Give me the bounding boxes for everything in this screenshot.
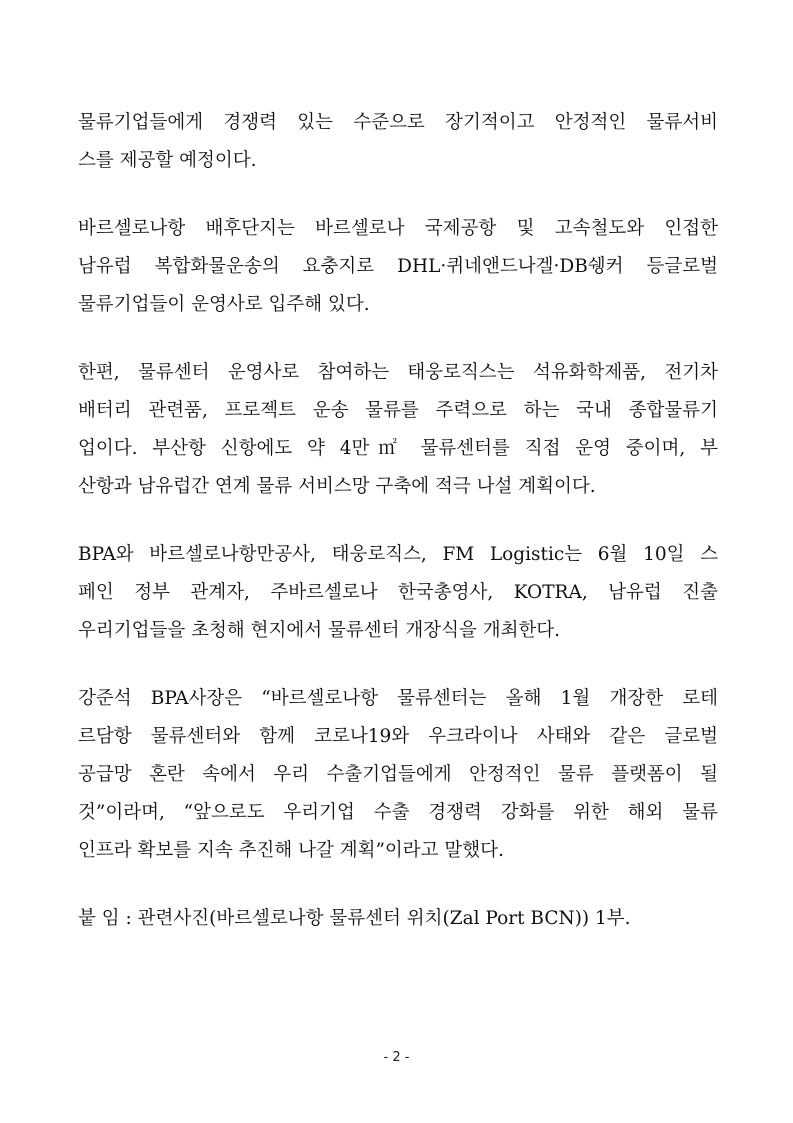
text-line: 물류기업들이 운영사로 입주해 있다.	[78, 294, 370, 315]
text-line: BPA와 바르셀로나항만공사, 태웅로직스, FM Logistic는 6월 10일 스	[78, 544, 718, 565]
page-number: - 2 -	[383, 1050, 410, 1065]
text-line: 업이다. 부산항 신항에도 약 4만㎡ 물류센터를 직접 운영 중이며, 부	[78, 438, 718, 459]
text-line: 우리기업들을 초청해 현지에서 물류센터 개장식을 개최한다.	[78, 620, 561, 641]
text-line: 페인 정부 관계자, 주바르셀로나 한국총영사, KOTRA, 남유럽 진출	[78, 582, 718, 603]
text-line: 남유럽 복합화물운송의 요충지로 DHL·퀴네앤드나겔·DB쉥커 등글로벌	[78, 256, 718, 277]
document-body	[78, 104, 718, 968]
paragraph-ceo-quote	[78, 680, 718, 870]
text-line: 강준석 BPA사장은 “바르셀로나항 물류센터는 올해 1월 개장한 로테	[78, 688, 718, 709]
text-line: 인프라 확보를 지속 추진해 나갈 계획”이라고 말했다.	[78, 840, 504, 861]
text-line: 한편, 물류센터 운영사로 참여하는 태웅로직스는 석유화학제품, 전기차	[78, 362, 718, 383]
attachment-note	[78, 900, 718, 938]
text-line: 산항과 남유럽간 연계 물류 서비스망 구축에 적극 나설 계획이다.	[78, 476, 596, 497]
text-line: 바르셀로나항 배후단지는 바르셀로나 국제공항 및 고속철도와 인접한	[78, 218, 718, 239]
text-line: 물류기업들에게 경쟁력 있는 수준으로 장기적이고 안정적인 물류서비	[78, 112, 718, 133]
paragraph-barcelona-hinterland	[78, 210, 718, 324]
paragraph-taewoong-logistics	[78, 354, 718, 506]
attachment-text: 붙 임 : 관련사진(바르셀로나항 물류센터 위치(Zal Port BCN)) 1부.	[78, 908, 631, 929]
paragraph-opening-ceremony	[78, 536, 718, 650]
text-line: 배터리 관련품, 프로젝트 운송 물류를 주력으로 하는 국내 종합물류기	[78, 400, 718, 421]
text-line: 스를 제공할 예정이다.	[78, 150, 257, 171]
text-line: 것”이라며, “앞으로도 우리기업 수출 경쟁력 강화를 위한 해외 물류	[78, 802, 718, 823]
text-line: 르담항 물류센터와 함께 코로나19와 우크라이나 사태와 같은 글로벌	[78, 726, 718, 747]
text-line: 공급망 혼란 속에서 우리 수출기업들에게 안정적인 물류 플랫폼이 될	[78, 764, 718, 785]
paragraph-service-plan	[78, 104, 718, 180]
